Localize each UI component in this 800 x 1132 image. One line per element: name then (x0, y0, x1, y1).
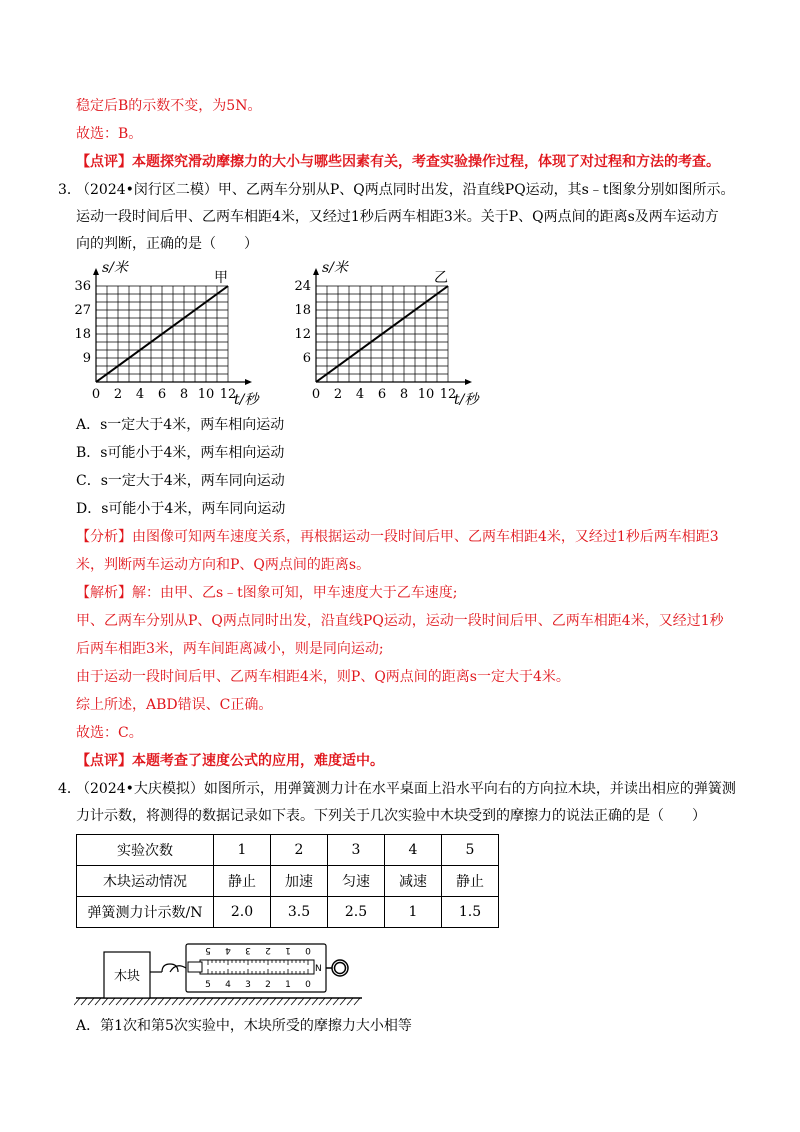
hatch-line (305, 998, 311, 1005)
hatch-line (151, 998, 157, 1005)
q3-analysis-line1: 【分析】由图像可知两车速度关系，再根据运动一段时间后甲、乙两车相距4米，又经过1秒后两车相距3 (76, 529, 719, 545)
y-tick-label: 9 (82, 351, 91, 366)
q3-solution-line2: 甲、乙两车分别从P、Q两点同时出发，沿直线PQ运动，运动一段时间后甲、乙两车相距4米，又经过1秒 (76, 613, 724, 629)
table-cell: 2.0 (214, 897, 271, 928)
q3-solution-line1: 【解析】解：由甲、乙s﹣t图象可知，甲车速度大于乙车速度; (76, 585, 458, 601)
table-header-cell: 2 (271, 835, 328, 866)
x-axis-label: t/秒 (454, 392, 479, 408)
hatch-line (81, 998, 87, 1005)
table-cell: 木块运动情况 (77, 866, 214, 897)
q3-stem-line2: 运动一段时间后甲、乙两车相距4米，又经过1秒后两车相距3米。关于P、Q两点间的距离s及两车运动方 (76, 209, 719, 225)
hatch-line (165, 998, 171, 1005)
hatch-line (130, 998, 136, 1005)
hatch-line (270, 998, 276, 1005)
hatch-line (172, 998, 178, 1005)
q3-answer: 故选：C。 (76, 725, 143, 741)
x-tick-label: 0 (311, 387, 321, 402)
hatch-line (200, 998, 206, 1005)
hatch-line (354, 998, 360, 1005)
hatch-line (333, 998, 339, 1005)
hatch-line (312, 998, 318, 1005)
q4-stem-line2: 力计示数，将测得的数据记录如下表。下列关于几次实验中木块受到的摩擦力的说法正确的是（ ） (76, 808, 706, 824)
wooden-block-label: 木块 (113, 969, 141, 984)
x-tick-label: 2 (113, 387, 123, 402)
hatch-line (179, 998, 185, 1005)
table-cell: 静止 (442, 866, 499, 897)
table-cell: 3.5 (271, 897, 328, 928)
spring-scale (186, 944, 326, 992)
x-axis-label: t/秒 (234, 392, 259, 408)
hatch-line (242, 998, 248, 1005)
y-tick-label: 18 (74, 327, 91, 342)
q3-solution-line5: 综上所述，ABD错误、C正确。 (76, 697, 273, 713)
table-header-row (77, 835, 499, 866)
hatch-line (193, 998, 199, 1005)
hatch-line (109, 998, 115, 1005)
hook (150, 964, 186, 972)
y-tick-label: 24 (294, 279, 311, 294)
table-header-cell: 4 (385, 835, 442, 866)
x-tick-label: 6 (377, 387, 387, 402)
x-tick-label: 10 (197, 387, 215, 402)
scale-number: 0 (305, 945, 311, 955)
x-tick-label: 0 (91, 387, 101, 402)
scale-number: 1 (285, 945, 291, 955)
hatch-line (221, 998, 227, 1005)
table-header-cell: 3 (328, 835, 385, 866)
table-row (77, 866, 499, 897)
q3-analysis-line2: 米，判断两车运动方向和P、Q两点间的距离s。 (76, 557, 371, 573)
y-tick-label: 27 (74, 303, 91, 318)
y-tick-label: 12 (294, 327, 311, 342)
hatch-line (228, 998, 234, 1005)
hatch-line (291, 998, 297, 1005)
y-axis-arrow (93, 268, 99, 275)
table-cell: 1 (385, 897, 442, 928)
q4-option-a: A．第1次和第5次实验中，木块所受的摩擦力大小相等 (76, 1018, 412, 1034)
hatch-line (277, 998, 283, 1005)
q4-stem-line1: （2024•大庆模拟）如图所示，用弹簧测力计在水平桌面上沿水平向右的方向拉木块，并读出相应的弹簧测 (76, 781, 736, 797)
experiment-table (76, 834, 499, 928)
hatch-line (144, 998, 150, 1005)
hatch-line (284, 998, 290, 1005)
y-axis-arrow (313, 268, 319, 275)
x-tick-label: 8 (179, 387, 189, 402)
series-label: 甲 (214, 270, 228, 286)
hatch-line (123, 998, 129, 1005)
chart-jia (72, 258, 272, 410)
y-tick-label: 18 (294, 303, 311, 318)
x-tick-label: 12 (439, 387, 457, 402)
scale-number: 1 (285, 980, 291, 990)
hatch-line (340, 998, 346, 1005)
q3-number: 3． (58, 182, 81, 198)
scale-unit: N (315, 964, 322, 974)
x-axis-arrow (245, 379, 252, 385)
hatch-line (263, 998, 269, 1005)
q3-option-a: A．s一定大于4米，两车相向运动 (76, 417, 285, 433)
q3-comment: 【点评】本题考查了速度公式的应用，难度适中。 (76, 753, 384, 769)
table-cell: 弹簧测力计示数/N (77, 897, 214, 928)
prev-text-line: 稳定后B的示数不变，为5N。 (76, 98, 262, 114)
q3-option-b: B．s可能小于4米，两车相向运动 (76, 445, 285, 461)
x-tick-label: 2 (333, 387, 343, 402)
scale-number: 2 (265, 980, 271, 990)
prev-comment: 【点评】本题探究滑动摩擦力的大小与哪些因素有关，考查实验操作过程，体现了对过程和方法的考查。 (76, 154, 720, 170)
pull-ring (326, 960, 348, 976)
hatch-line (256, 998, 262, 1005)
table-cell: 静止 (214, 866, 271, 897)
q3-solution-line4: 由于运动一段时间后甲、乙两车相距4米，则P、Q两点间的距离s一定大于4米。 (76, 669, 570, 685)
chart-yi (292, 258, 492, 410)
q3-option-d: D．s可能小于4米，两车同向运动 (76, 501, 286, 517)
table-header-cell: 1 (214, 835, 271, 866)
spring-scale-figure (74, 936, 364, 1008)
hatch-line (95, 998, 101, 1005)
scale-number: 3 (245, 980, 251, 990)
q3-solution-line3: 后两车相距3米，两车间距离减小，则是同向运动; (76, 641, 384, 657)
table-cell: 2.5 (328, 897, 385, 928)
x-axis-arrow (465, 379, 472, 385)
series-label: 乙 (434, 270, 448, 286)
hatch-line (249, 998, 255, 1005)
y-tick-label: 6 (302, 351, 311, 366)
q3-stem-line3: 向的判断，正确的是（ ） (76, 236, 258, 252)
y-axis-label: s/米 (102, 260, 128, 276)
table-cell: 加速 (271, 866, 328, 897)
hatch-line (214, 998, 220, 1005)
hatch-line (102, 998, 108, 1005)
hatch-line (319, 998, 325, 1005)
x-tick-label: 4 (135, 387, 145, 402)
x-tick-label: 6 (157, 387, 167, 402)
scale-number: 3 (245, 945, 251, 955)
hatch-line (88, 998, 94, 1005)
hatch-line (347, 998, 353, 1005)
hatch-line (235, 998, 241, 1005)
x-tick-label: 4 (355, 387, 365, 402)
scale-number: 5 (205, 945, 211, 955)
scale-number: 5 (205, 980, 211, 990)
scale-number: 0 (305, 980, 311, 990)
hatch-line (326, 998, 332, 1005)
hatch-line (116, 998, 122, 1005)
y-axis-label: s/米 (322, 260, 348, 276)
scale-number: 2 (265, 945, 271, 955)
x-tick-label: 10 (417, 387, 435, 402)
table-cell: 减速 (385, 866, 442, 897)
table-header-cell: 5 (442, 835, 499, 866)
q3-option-c: C．s一定大于4米，两车同向运动 (76, 473, 285, 489)
scale-number: 4 (225, 945, 231, 955)
x-tick-label: 12 (219, 387, 237, 402)
scale-number: 4 (225, 980, 231, 990)
table-header-cell: 实验次数 (77, 835, 214, 866)
table-surface (74, 998, 362, 1005)
prev-answer: 故选：B。 (76, 126, 143, 142)
q3-stem-line1: （2024•闵行区二模）甲、乙两车分别从P、Q两点同时出发，沿直线PQ运动，其s﹣t图象分别如图所示。 (76, 182, 735, 198)
table-cell: 匀速 (328, 866, 385, 897)
hatch-line (158, 998, 164, 1005)
q4-number: 4． (58, 781, 81, 797)
hatch-line (298, 998, 304, 1005)
hatch-line (207, 998, 213, 1005)
hatch-line (186, 998, 192, 1005)
table-cell: 1.5 (442, 897, 499, 928)
y-tick-label: 36 (74, 279, 91, 294)
table-row (77, 897, 499, 928)
hatch-line (137, 998, 143, 1005)
hatch-line (74, 998, 80, 1005)
x-tick-label: 8 (399, 387, 409, 402)
